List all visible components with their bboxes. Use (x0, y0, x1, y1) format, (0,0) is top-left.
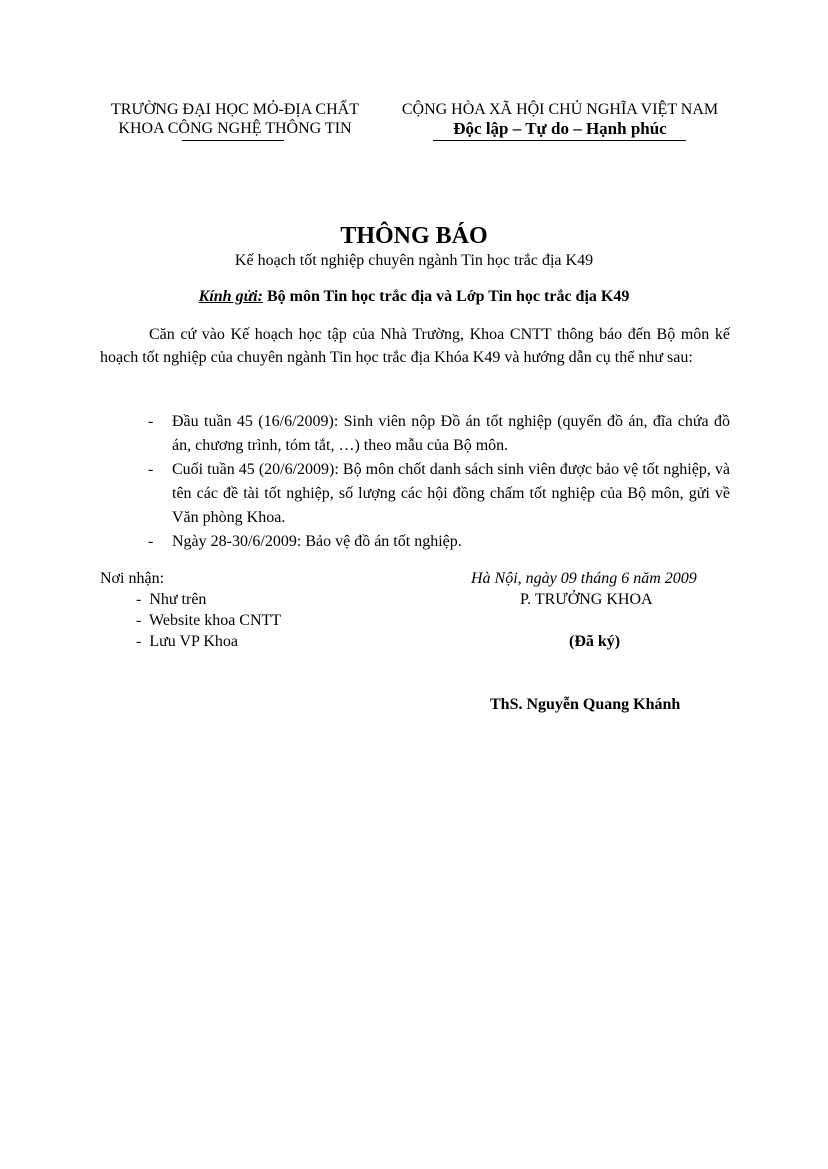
receiver-marker: - (136, 591, 142, 608)
institution-block (88, 100, 382, 138)
receiver-item (100, 610, 281, 631)
body-paragraph: Căn cứ vào Kế hoạch học tập của Nhà Trường, Khoa CNTT thông báo đến Bộ môn kế hoạch tốt nghiệp của chuyên ngành Tin học trắc địa Khóa K49 và hướng dẫn cụ thể như sau: (100, 326, 730, 366)
schedule-list (148, 410, 730, 554)
place-date: Hà Nội, ngày 09 tháng 6 năm 2009 (471, 570, 697, 587)
receiver-text: Như trên (149, 591, 207, 608)
receiver-marker: - (136, 633, 142, 650)
receiver-item (100, 589, 281, 610)
country-name: CỘNG HÒA XÃ HỘI CHỦ NGHĨA VIỆT NAM (401, 101, 719, 118)
list-item (148, 458, 730, 530)
bullet-text: Đầu tuần 45 (16/6/2009): Sinh viên nộp Đồ án tốt nghiệp (quyển đồ án, đĩa chứa đồ án, chương trình, tóm tắt, …) theo mẫu của Bộ môn. (172, 413, 730, 454)
list-item (148, 410, 730, 458)
document-title: THÔNG BÁO (340, 223, 488, 249)
bullet-marker: - (148, 533, 154, 550)
signer-position: P. TRƯỞNG KHOA (520, 591, 653, 608)
bullet-text: Ngày 28-30/6/2009: Bảo vệ đồ án tốt nghiệp. (172, 533, 462, 550)
receivers-block (100, 568, 281, 652)
bullet-marker: - (148, 461, 154, 478)
receivers-label: Nơi nhận: (100, 570, 165, 587)
faculty-underline (182, 140, 284, 141)
receiver-text: Lưu VP Khoa (149, 633, 238, 650)
recipient-value: Bộ môn Tin học trắc địa và Lớp Tin học trắc địa K49 (266, 288, 630, 305)
university-name: TRƯỜNG ĐẠI HỌC MỎ-ĐỊA CHẤT (111, 101, 359, 118)
receiver-text: Website khoa CNTT (149, 612, 282, 629)
receiver-marker: - (136, 612, 142, 629)
recipient-line (0, 287, 828, 306)
recipient-label: Kính gửi: (198, 288, 263, 305)
bullet-marker: - (148, 413, 154, 430)
motto-underline (433, 140, 686, 141)
signed-note: (Đã ký) (569, 633, 621, 650)
national-header-block (392, 100, 728, 138)
signer-name: ThS. Nguyễn Quang Khánh (490, 696, 681, 713)
faculty-name: KHOA CÔNG NGHỆ THÔNG TIN (118, 120, 352, 137)
receiver-item (100, 631, 281, 652)
document-subtitle: Kế hoạch tốt nghiệp chuyên ngành Tin học trắc địa K49 (234, 252, 594, 269)
list-item (148, 530, 730, 554)
national-motto: Độc lập – Tự do – Hạnh phúc (453, 119, 667, 138)
bullet-text: Cuối tuần 45 (20/6/2009): Bộ môn chốt danh sách sinh viên được bảo vệ tốt nghiệp, và tên các đề tài tốt nghiệp, số lượng các hội đồng chấm tốt nghiệp của Bộ môn, gửi về Văn phòng Khoa. (172, 461, 730, 526)
